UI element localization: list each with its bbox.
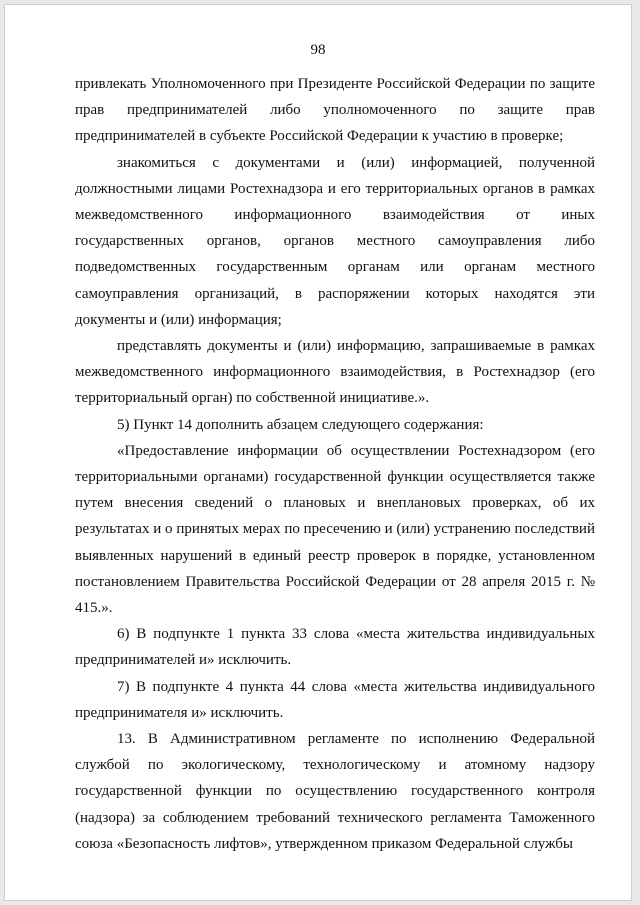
paragraph-5: «Предоставление информации об осуществлении Ростехнадзором (его территориальными органами) государственной функции осуществляется также путем внесения сведений о плановых и внеплановых проверках, об их результатах и о принятых мерах по пресечению и (или) устранению последствий выявленных нарушений в единый реестр проверок в порядке, установленном постановлением Правительства Российской Федерации от 28 апреля 2015 г. № 415.». <box>75 442 595 617</box>
page-number: 98 <box>310 42 326 58</box>
paragraph-8: 13. В Административном регламенте по исполнению Федеральной службой по экологическому, технологическому и атомному надзору государственной функции по осуществлению государственного контроля (надзора) за соблюдением требований технического регламента Таможенного союза «Безопасность лифтов», утвержденном приказом Федеральной службы <box>75 731 595 852</box>
paragraph-7: 7) В подпункте 4 пункта 44 слова «места жительства индивидуального предпринимателя и» исключить. <box>75 678 595 721</box>
paragraph-6: 6) В подпункте 1 пункта 33 слова «места жительства индивидуальных предпринимателей и» исключить. <box>75 626 595 669</box>
document-page <box>4 4 632 901</box>
paragraph-3: представлять документы и (или) информацию, запрашиваемые в рамках межведомственного информационного взаимодействия, в Ростехнадзор (его территориальный орган) по собственной инициативе.». <box>75 338 595 407</box>
paragraph-4: 5) Пункт 14 дополнить абзацем следующего содержания: <box>117 416 484 433</box>
document-body <box>75 71 595 857</box>
paragraph-2: знакомиться с документами и (или) информацией, полученной должностными лицами Ростехнадзора и его территориальных органов в рамках межведомственного информационного взаимодействия от иных государственных органов, органов местного самоуправления либо подведомственных государственным органам или органам местного самоуправления организаций, в распоряжении которых находятся эти документы и (или) информация; <box>75 154 595 328</box>
paragraph-1: привлекать Уполномоченного при Президенте Российской Федерации по защите прав предпринимателей либо уполномоченного по защите прав предпринимателей в субъекте Российской Федерации к участию в проверке; <box>75 76 595 145</box>
